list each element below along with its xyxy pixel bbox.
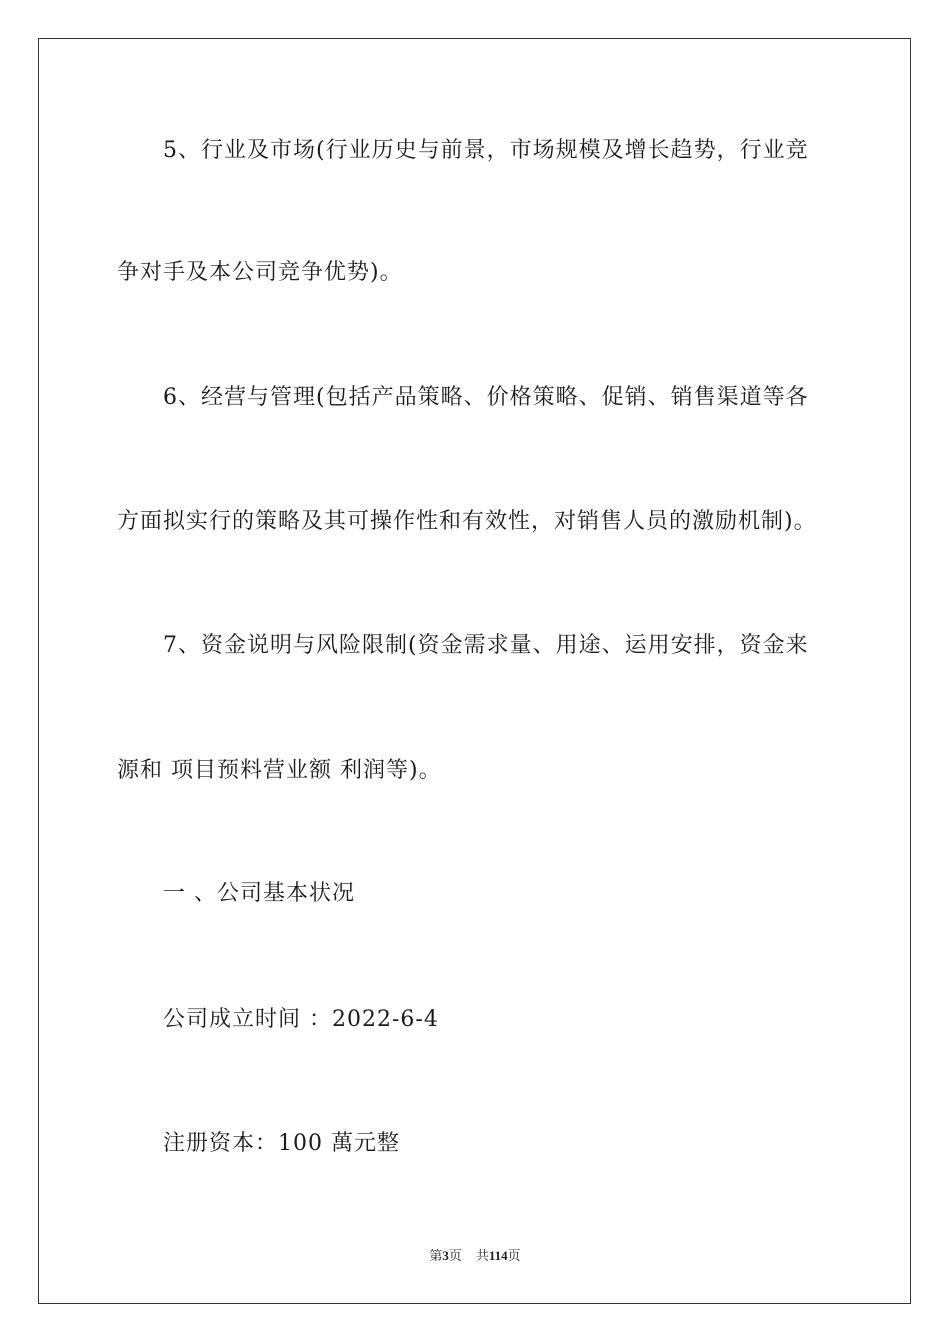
paragraph-6-line-2: 方面拟实行的策略及其可操作性和有效性，对销售人员的激励机制)。: [117, 509, 817, 534]
footer-page-prefix: 第: [429, 1248, 443, 1263]
paragraph-7-line-2: 源和 项目预料营业额 利润等)。: [117, 758, 442, 783]
footer-page-current: 3: [442, 1248, 449, 1263]
page-footer: [0, 1247, 950, 1265]
registered-capital: 注册资本：100 萬元整: [163, 1131, 400, 1156]
footer-page-suffix: 页: [448, 1248, 462, 1263]
paragraph-5-line-2: 争对手及本公司竞争优势)。: [117, 260, 403, 285]
founded-date: 公司成立时间 ：2022-6-4: [163, 1007, 439, 1032]
footer-total-prefix: 共: [475, 1248, 489, 1263]
section-heading: 一 、公司基本状况: [163, 881, 355, 906]
paragraph-5-line-1: 5、行业及市场(行业历史与前景，市场规模及增长趋势，行业竞: [163, 138, 809, 163]
footer-total-suffix: 页: [507, 1248, 521, 1263]
paragraph-7-line-1: 7、资金说明与风险限制(资金需求量、用途、运用安排，资金来: [163, 633, 809, 658]
footer-page-total: 114: [488, 1248, 508, 1263]
paragraph-6-line-1: 6、经营与管理(包括产品策略、价格策略、促销、销售渠道等各: [163, 385, 809, 410]
page-border: [38, 38, 911, 1304]
